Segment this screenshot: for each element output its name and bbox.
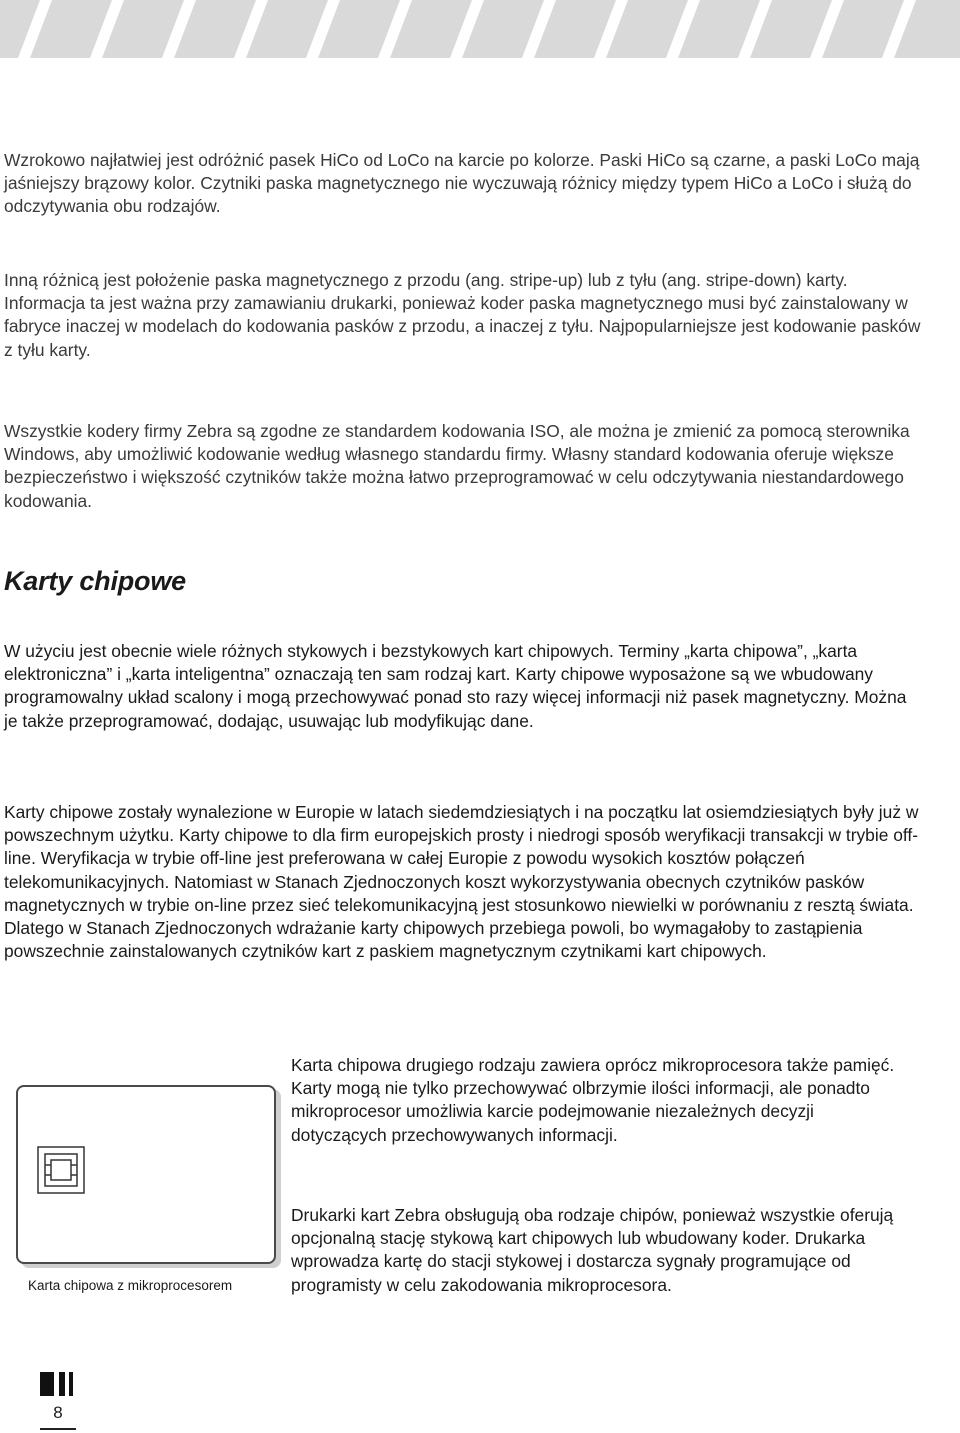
chip-card-icon [37, 1146, 85, 1194]
footer-rule [40, 1428, 76, 1430]
paragraph-hico-loco-color: Wzrokowo najłatwiej jest odróżnić pasek HiCo od LoCo na karcie po kolorze. Paski HiCo są czarne, a paski LoCo mają jaśniejszy brązowy kolor. Czytniki paska magnetycznego nie wyczuwają różnicy między typem HiCo a LoCo i służą do odczytywania obu rodzajów. [4, 150, 920, 217]
figure-caption: Karta chipowa z mikroprocesorem [28, 1278, 233, 1293]
section-heading: Karty chipowe [4, 566, 186, 596]
top-decorative-band [0, 0, 960, 58]
chip-card-figure [16, 1085, 276, 1310]
chip-card-illustration [16, 1085, 276, 1264]
paragraph-memory-chip: Karta chipowa drugiego rodzaju zawiera oprócz mikroprocesora także pamięć. Karty mogą nie tylko przechowywać olbrzymie ilości informacji, ale ponadto mikroprocesor umożliwia karcie podejmowanie niezależnych decyzji dotyczących przechowywanych informacji. [291, 1055, 895, 1145]
page-number: 8 [53, 1403, 63, 1422]
zebra-bars-icon [40, 1372, 76, 1396]
paragraph-zebra-printers: Drukarki kart Zebra obsługują oba rodzaje chipów, ponieważ wszystkie oferują opcjonalną stację stykową kart chipowych lub wbudowany koder. Drukarka wprowadza kartę do stacji stykowej i dostarcza sygnały programujące od programisty w celu zakodowania mikroprocesora. [291, 1205, 894, 1295]
paragraph-stripe-position: Inną różnicą jest położenie paska magnetycznego z przodu (ang. stripe-up) lub z tyłu (ang. stripe-down) karty. Informacja ta jest ważna przy zamawianiu drukarki, ponieważ koder paska magnetycznego musi być zainstalowany w fabryce inaczej w modelach do kodowania pasków z przodu, a inaczej z tyłu. Najpopularniejsze jest kodowanie pasków z tyłu karty. [4, 270, 921, 360]
stripe-pattern-icon [0, 0, 960, 58]
paragraph-iso-encoding: Wszystkie kodery firmy Zebra są zgodne ze standardem kodowania ISO, ale można je zmienić za pomocą sterownika Windows, aby umożliwić kodowanie według własnego standardu firmy. Własny standard kodowania oferuje większe bezpieczeństwo i większość czytników także można łatwo przeprogramować w celu odczytywania niestandardowego kodowania. [4, 421, 910, 511]
paragraph-chip-cards-intro: W użyciu jest obecnie wiele różnych stykowych i bezstykowych kart chipowych. Terminy „karta chipowa”, „karta elektroniczna” i „karta inteligentna” oznaczają ten sam rodzaj kart. Karty chipowe wyposażone są we wbudowany programowalny układ scalony i mogą przechowywać ponad sto razy więcej informacji niż pasek magnetyczny. Można je także przeprogramować, dodając, usuwając lub modyfikując dane. [4, 641, 907, 731]
paragraph-chip-cards-history: Karty chipowe zostały wynalezione w Europie w latach siedemdziesiątych i na początku lat osiemdziesiątych były już w powszechnym użytku. Karty chipowe to dla firm europejskich prosty i niedrogi sposób weryfikacji transakcji w trybie off-line. Weryfikacja w trybie off-line jest preferowana w całej Europie z powodu wysokich kosztów połączeń telekomunikacyjnych. Natomiast w Stanach Zjednoczonych koszt wykorzystywania obecnych czytników pasków magnetycznych w trybie on-line przez sieć telekomunikacyjną jest stosunkowo niewielki w porównaniu z resztą świata. Dlatego w Stanach Zjednoczonych wdrażanie karty chipowych przebiega powoli, bo wymagałoby to zastąpienia powszechnie zainstalowanych czytników kart z paskiem magnetycznym czytnikami kart chipowych. [4, 802, 919, 962]
